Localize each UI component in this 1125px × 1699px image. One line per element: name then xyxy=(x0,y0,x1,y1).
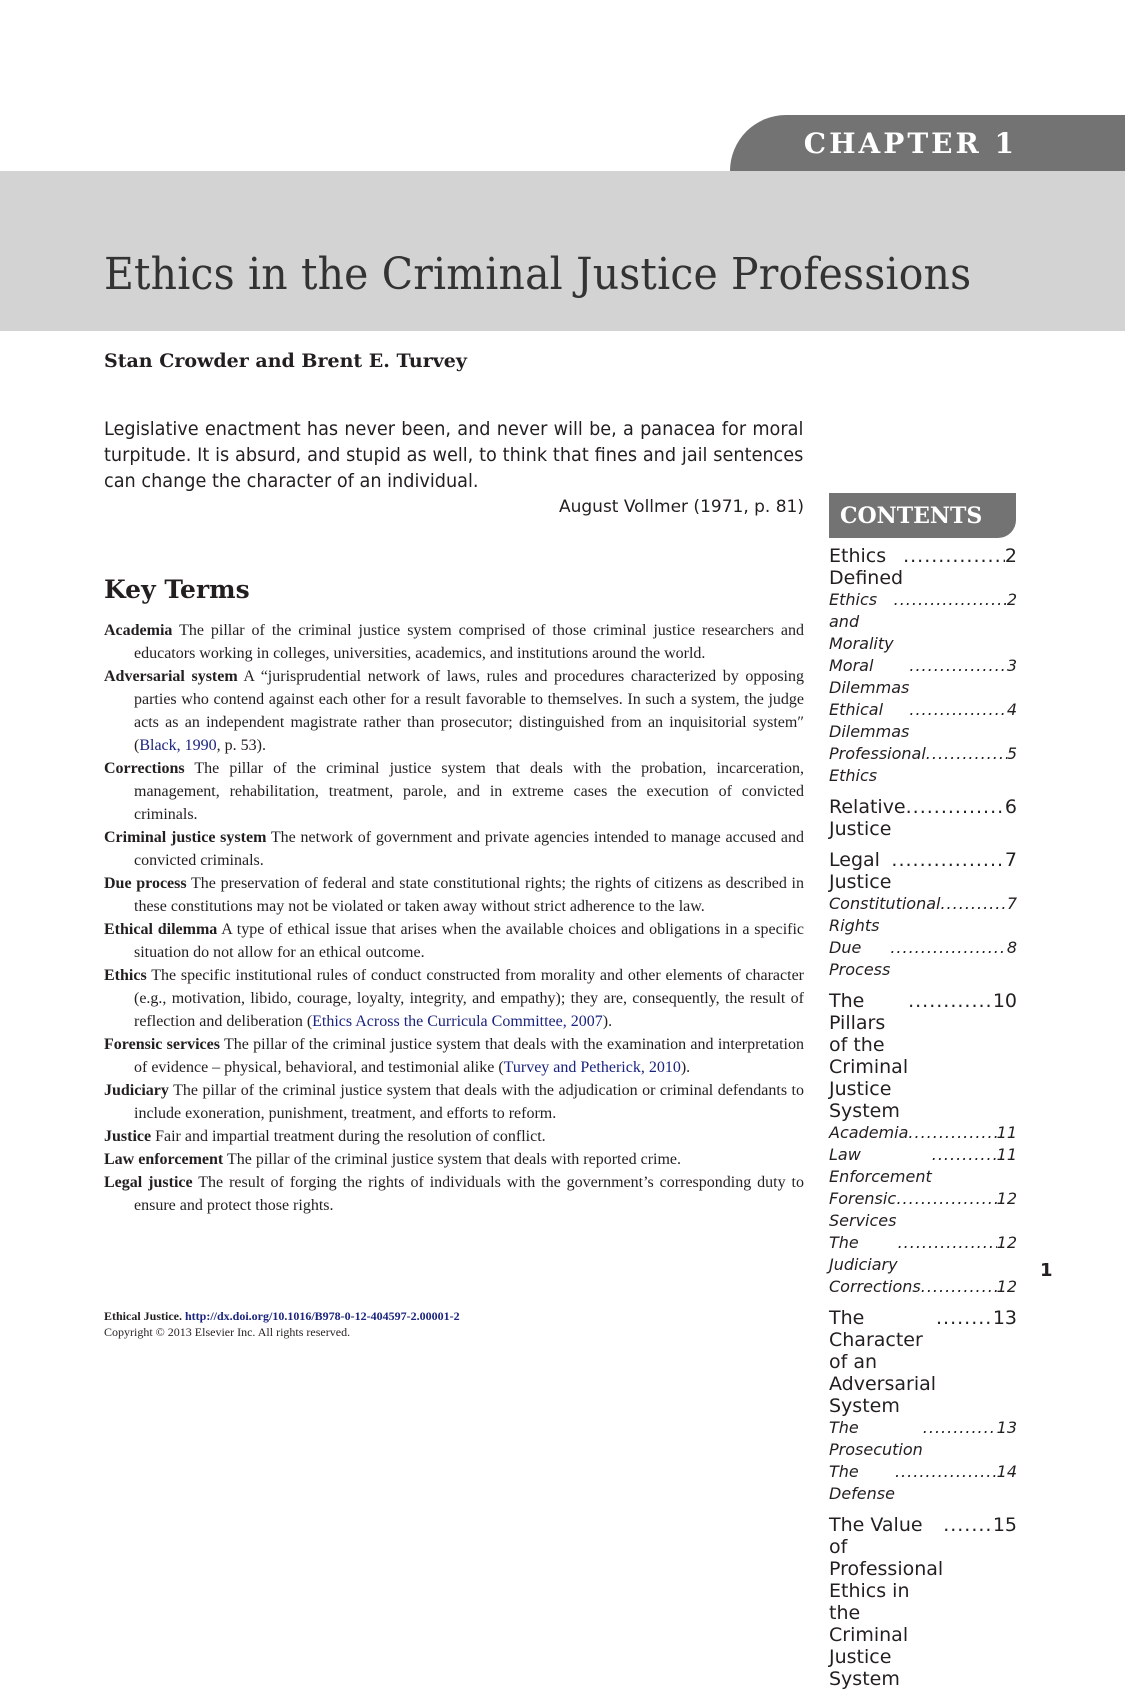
toc-sub-entry[interactable] xyxy=(829,589,1017,655)
toc-page-number: 3 xyxy=(1006,656,1017,675)
toc-page-number: 6 xyxy=(1004,796,1017,818)
toc-leader-dots xyxy=(894,589,1007,611)
toc-entry-title: Professional Ethics xyxy=(829,744,926,785)
key-term-definition: The result of forging the rights of individuals with the government’s corresponding duty to ensure and protect those rights. xyxy=(134,1174,804,1214)
toc-page-number: 2 xyxy=(1004,545,1017,567)
toc-section xyxy=(829,990,1017,1298)
toc-entry-title: Law Enforcement xyxy=(829,1145,932,1186)
toc-page-number: 13 xyxy=(992,1307,1017,1329)
key-term-name: Criminal justice system xyxy=(104,829,267,846)
toc-page-number: 11 xyxy=(996,1145,1017,1164)
footer xyxy=(104,1308,460,1340)
key-term-definition: The specific institutional rules of conduct constructed from morality and other elements of character (e.g., motivation, libido, courage, loyalty, integrity, and empathy); they are, consequently, the result of reflection and deliberation ( xyxy=(134,967,804,1030)
toc-leader-dots xyxy=(936,1307,993,1329)
toc-sub-entry[interactable] xyxy=(829,893,1017,937)
toc-section xyxy=(829,796,1017,840)
authors: Stan Crowder and Brent E. Turvey xyxy=(104,350,467,372)
key-term-name: Law enforcement xyxy=(104,1151,224,1168)
key-term-definition: A type of ethical issue that arises when the available choices and obligations in a specific situation do not allow for an ethical outcome. xyxy=(134,921,805,961)
toc-page-number: 14 xyxy=(996,1462,1017,1481)
toc-main-entry[interactable] xyxy=(829,545,1017,589)
key-term-name: Legal justice xyxy=(104,1174,193,1191)
toc-leader-dots xyxy=(890,937,1006,959)
key-term-item xyxy=(104,918,804,964)
toc-page-number: 4 xyxy=(1006,700,1017,719)
epigraph-text: Legislative enactment has never been, and never will be, a panacea for moral turpitude. It is absurd, and stupid as well, to think that fines and jail sentences can change the character of an individual. xyxy=(104,418,804,492)
toc-entry-title: Corrections xyxy=(829,1277,921,1296)
toc-sub-entry[interactable] xyxy=(829,655,1017,699)
key-term-definition: The pillar of the criminal justice system that deals with reported crime. xyxy=(223,1151,682,1168)
key-term-name: Academia xyxy=(104,622,173,639)
key-term-name: Justice xyxy=(104,1128,152,1145)
page-number: 1 xyxy=(1040,1260,1053,1281)
doi-link[interactable]: http://dx.doi.org/10.1016/B978-0-12-404597-2.00001-2 xyxy=(185,1309,460,1323)
key-term-name: Ethical dilemma xyxy=(104,921,218,938)
toc-leader-dots xyxy=(906,796,1005,818)
toc-entry-title: Forensic Services xyxy=(829,1189,897,1230)
key-term-name: Adversarial system xyxy=(104,668,238,685)
key-term-definition: The preservation of federal and state constitutional rights; the rights of citizens as described in these constitutions may not be violated or taken away without strict adherence to the law. xyxy=(134,875,804,915)
toc-entry-title: Ethics and Morality xyxy=(829,590,894,653)
toc-entry-title: Due Process xyxy=(829,938,891,979)
epigraph-source: August Vollmer (1971, p. 81) xyxy=(558,497,804,517)
toc-page-number: 12 xyxy=(996,1277,1017,1296)
key-term-name: Forensic services xyxy=(104,1036,220,1053)
key-terms-heading: Key Terms xyxy=(104,575,250,604)
citation-link[interactable]: Ethics Across the Curricula Committee, 2007 xyxy=(312,1013,603,1030)
toc-section xyxy=(829,545,1017,787)
toc-sub-entry[interactable] xyxy=(829,937,1017,981)
toc-entry-title: The Pillars of the Criminal Justice System xyxy=(829,990,909,1122)
toc-sub-entry[interactable] xyxy=(829,699,1017,743)
toc-sub-entry[interactable] xyxy=(829,1417,1017,1461)
toc-sub-entry[interactable] xyxy=(829,1276,1017,1298)
toc-main-entry[interactable] xyxy=(829,796,1017,840)
toc-entry-title: The Defense xyxy=(829,1462,895,1503)
toc-leader-dots xyxy=(895,1461,997,1483)
key-term-name: Judiciary xyxy=(104,1082,169,1099)
toc-sub-entry[interactable] xyxy=(829,1144,1017,1188)
toc-page-number: 11 xyxy=(996,1123,1017,1142)
toc-entry-title: The Prosecution xyxy=(829,1418,923,1459)
toc-page-number: 5 xyxy=(1006,744,1017,763)
toc-entry-title: Moral Dilemmas xyxy=(829,656,910,697)
toc-leader-dots xyxy=(898,1232,997,1254)
key-term-item xyxy=(104,1033,804,1079)
toc-leader-dots xyxy=(909,699,1006,721)
toc-sub-entry[interactable] xyxy=(829,1122,1017,1144)
toc-entry-title: The Value of Professional Ethics in the Criminal Justice System xyxy=(829,1514,944,1690)
key-term-definition-tail: , p. 53). xyxy=(216,737,266,754)
key-term-item xyxy=(104,1148,804,1171)
toc-entry-title: Legal Justice xyxy=(829,849,892,893)
toc-leader-dots xyxy=(921,1276,997,1298)
key-term-item xyxy=(104,665,804,757)
key-term-definition: The pillar of the criminal justice system that deals with the probation, incarceration, management, rehabilitation, treatment, parole, and in extreme cases the execution of convicted criminals. xyxy=(134,760,804,823)
toc-entry-title: The Judiciary xyxy=(829,1233,898,1274)
toc-section xyxy=(829,1514,1017,1690)
toc-page-number: 12 xyxy=(996,1189,1017,1208)
citation-link[interactable]: Turvey and Petherick, 2010 xyxy=(503,1059,681,1076)
epigraph xyxy=(104,416,804,520)
key-term-item xyxy=(104,872,804,918)
toc-leader-dots xyxy=(896,1188,996,1210)
toc-entry-title: Constitutional Rights xyxy=(829,894,941,935)
toc-leader-dots xyxy=(891,849,1005,871)
key-term-item xyxy=(104,1125,804,1148)
key-term-definition: The pillar of the criminal justice system that deals with the examination and interpretation of evidence – physical, behavioral, and testimonial alike ( xyxy=(134,1036,805,1076)
toc-leader-dots xyxy=(943,1514,993,1536)
toc-leader-dots xyxy=(923,1417,997,1439)
toc-leader-dots xyxy=(909,655,1006,677)
toc-sub-entry[interactable] xyxy=(829,1188,1017,1232)
copyright: Copyright © 2013 Elsevier Inc. All rights reserved. xyxy=(104,1325,351,1339)
key-term-name: Corrections xyxy=(104,760,185,777)
key-term-definition-tail: ). xyxy=(602,1013,613,1030)
toc-page-number: 13 xyxy=(996,1418,1017,1437)
toc-page-number: 12 xyxy=(996,1233,1017,1252)
toc-sub-entry[interactable] xyxy=(829,1461,1017,1505)
citation-link[interactable]: Black, 1990 xyxy=(139,737,217,754)
toc-leader-dots xyxy=(908,990,993,1012)
toc-main-entry[interactable] xyxy=(829,1514,1017,1690)
toc-main-entry[interactable] xyxy=(829,990,1017,1122)
toc-entry-title: Academia xyxy=(829,1123,909,1142)
toc-sub-entry[interactable] xyxy=(829,743,1017,787)
toc-main-entry[interactable] xyxy=(829,1307,1017,1417)
toc-page-number: 7 xyxy=(1006,894,1017,913)
toc-page-number: 10 xyxy=(992,990,1017,1012)
book-title: Ethical Justice. xyxy=(104,1309,182,1323)
toc-page-number: 2 xyxy=(1006,590,1017,609)
key-term-name: Due process xyxy=(104,875,187,892)
toc-leader-dots xyxy=(903,545,1005,567)
toc-section xyxy=(829,849,1017,981)
key-term-definition: The pillar of the criminal justice system comprised of those criminal justice researchers and educators working in colleges, universities, academics, and institutions around the world. xyxy=(134,622,804,662)
toc-leader-dots xyxy=(932,1144,997,1166)
toc-section xyxy=(829,1307,1017,1505)
toc-leader-dots xyxy=(908,1122,996,1144)
toc-sub-entry[interactable] xyxy=(829,1232,1017,1276)
footer-citation xyxy=(104,1308,460,1324)
key-term-item xyxy=(104,964,804,1033)
key-term-definition: The pillar of the criminal justice system that deals with the adjudication or criminal defendants to include exoneration, punishment, treatment, and efforts to reform. xyxy=(134,1082,804,1122)
key-term-item xyxy=(104,1171,804,1217)
toc-page-number: 7 xyxy=(1004,849,1017,871)
toc-entry-title: Ethics Defined xyxy=(829,545,904,589)
key-term-definition: The network of government and private agencies intended to manage accused and convicted criminals. xyxy=(134,829,805,869)
key-term-item xyxy=(104,826,804,872)
toc-leader-dots xyxy=(940,893,1006,915)
key-term-name: Ethics xyxy=(104,967,147,984)
key-terms-list xyxy=(104,619,804,1217)
key-term-definition-tail: ). xyxy=(680,1059,691,1076)
key-term-definition: A “jurisprudential network of laws, rules and procedures characterized by opposing parties who contend against each other for a result favorable to themselves. In such a system, the judge acts as an independent magistrate rather than prosecutor; distinguished from an inquisitorial system″ ( xyxy=(134,668,805,754)
toc-main-entry[interactable] xyxy=(829,849,1017,893)
toc-leader-dots xyxy=(926,743,1007,765)
chapter-tab xyxy=(730,115,1125,171)
toc-page-number: 8 xyxy=(1006,938,1017,957)
key-term-definition: Fair and impartial treatment during the resolution of conflict. xyxy=(151,1128,546,1145)
toc-entry-title: The Character of an Adversarial System xyxy=(829,1307,937,1417)
contents-header xyxy=(829,493,1016,538)
toc-entry-title: Relative Justice xyxy=(829,796,906,840)
toc-entry-title: Ethical Dilemmas xyxy=(829,700,910,741)
contents-title: CONTENTS xyxy=(840,503,983,529)
toc-page-number: 15 xyxy=(992,1514,1017,1536)
key-term-item xyxy=(104,757,804,826)
key-term-item xyxy=(104,619,804,665)
chapter-title: Ethics in the Criminal Justice Professions xyxy=(104,249,972,300)
table-of-contents xyxy=(829,545,1017,1699)
key-term-item xyxy=(104,1079,804,1125)
chapter-label: CHAPTER 1 xyxy=(803,127,1017,160)
